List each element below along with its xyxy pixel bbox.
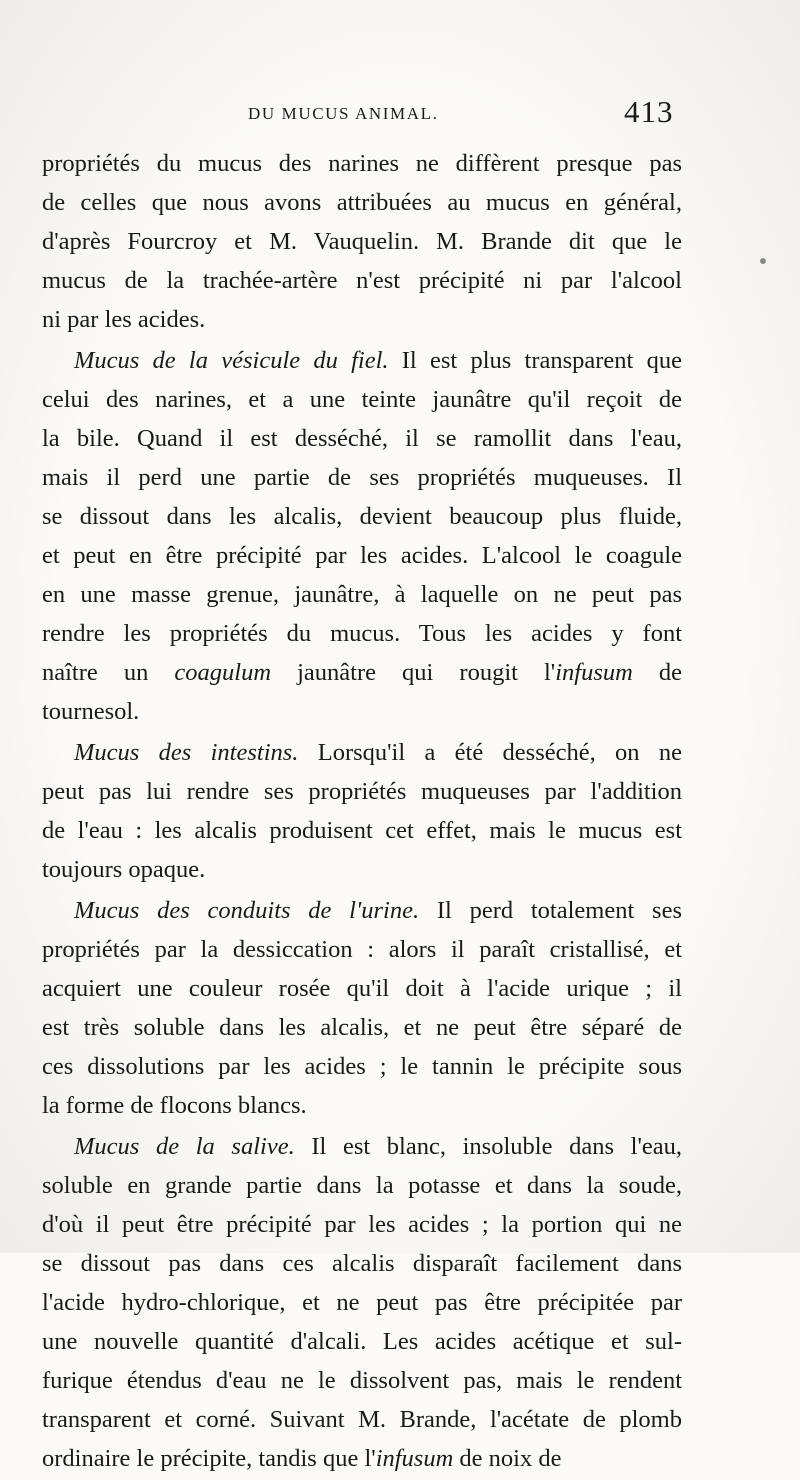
running-title: DU MUCUS ANIMAL. bbox=[248, 104, 439, 123]
text-line bbox=[42, 1127, 682, 1166]
text-run: transparent et corné. Suivant M. Brande, l'acétate de plomb bbox=[42, 1406, 682, 1433]
text-line bbox=[42, 300, 682, 339]
text-run: toujours opaque. bbox=[42, 856, 206, 883]
text-line bbox=[42, 772, 682, 811]
text-run: celui des narines, et a une teinte jaunâtre qu'il reçoit de bbox=[42, 386, 682, 413]
text-line bbox=[42, 1244, 682, 1283]
text-run: une nouvelle quantité d'alcali. Les acides acétique et sul- bbox=[42, 1328, 682, 1355]
text-line bbox=[42, 536, 682, 575]
italic-run: infusum bbox=[555, 659, 633, 686]
text-run: tournesol. bbox=[42, 698, 140, 725]
text-run: Lorsqu'il a été desséché, on ne bbox=[298, 739, 682, 766]
page-header bbox=[0, 96, 800, 136]
body-text bbox=[42, 144, 682, 1480]
text-run: mais il perd une partie de ses propriétés muqueuses. Il bbox=[42, 464, 682, 491]
text-line bbox=[42, 144, 682, 183]
paragraph bbox=[42, 733, 682, 889]
text-line bbox=[42, 183, 682, 222]
text-run: peut pas lui rendre ses propriétés muqueuses par l'addition bbox=[42, 778, 682, 805]
text-run: la bile. Quand il est desséché, il se ramollit dans l'eau, bbox=[42, 425, 682, 452]
text-line bbox=[42, 1166, 682, 1205]
text-line bbox=[42, 969, 682, 1008]
text-run: Il est plus transparent que bbox=[388, 347, 682, 374]
text-run: se dissout dans les alcalis, devient beaucoup plus fluide, bbox=[42, 503, 682, 530]
paragraph bbox=[42, 341, 682, 731]
text-line bbox=[42, 497, 682, 536]
text-run: ordinaire le précipite, tandis que l' bbox=[42, 1445, 376, 1472]
text-line bbox=[42, 575, 682, 614]
text-run: mucus de la trachée-artère n'est précipité ni par l'alcool bbox=[42, 267, 682, 294]
text-run: de l'eau : les alcalis produisent cet effet, mais le mucus est bbox=[42, 817, 682, 844]
text-line bbox=[42, 1322, 682, 1361]
text-run: Il est blanc, insoluble dans l'eau, bbox=[294, 1133, 682, 1160]
italic-run: infusum bbox=[375, 1445, 454, 1472]
text-line bbox=[42, 341, 682, 380]
italic-run: Mucus de la vésicule du fiel. bbox=[74, 347, 389, 374]
text-run: de celles que nous avons attribuées au mucus en général, bbox=[42, 189, 682, 216]
text-run: est très soluble dans les alcalis, et ne peut être séparé de bbox=[42, 1014, 682, 1041]
text-run: l'acide hydro-chlorique, et ne peut pas être précipitée par bbox=[42, 1289, 682, 1316]
text-line bbox=[42, 653, 682, 692]
text-run: soluble en grande partie dans la potasse et dans la soude, bbox=[42, 1172, 682, 1199]
ink-speck bbox=[760, 258, 766, 264]
text-run: d'après Fourcroy et M. Vauquelin. M. Brande dit que le bbox=[42, 228, 682, 255]
paragraph bbox=[42, 1127, 682, 1478]
text-line bbox=[42, 930, 682, 969]
text-line bbox=[42, 1205, 682, 1244]
text-run: naître un bbox=[42, 659, 175, 686]
text-run: ni par les acides. bbox=[42, 306, 206, 333]
text-run: jaunâtre qui rougit l' bbox=[271, 659, 556, 686]
text-line bbox=[42, 261, 682, 300]
text-run: se dissout pas dans ces alcalis disparaît facilement dans bbox=[42, 1250, 682, 1277]
text-line bbox=[42, 419, 682, 458]
text-line bbox=[42, 850, 682, 889]
text-run: rendre les propriétés du mucus. Tous les acides y font bbox=[42, 620, 682, 647]
italic-run: Mucus des conduits de l'urine. bbox=[74, 897, 420, 924]
text-run: Il perd totalement ses bbox=[419, 897, 682, 924]
text-line bbox=[42, 380, 682, 419]
italic-run: coagulum bbox=[174, 659, 272, 686]
text-line bbox=[42, 811, 682, 850]
text-line bbox=[42, 1439, 682, 1478]
text-line bbox=[42, 458, 682, 497]
text-run: acquiert une couleur rosée qu'il doit à l'acide urique ; il bbox=[42, 975, 682, 1002]
text-run: propriétés du mucus des narines ne diffèrent presque pas bbox=[42, 150, 682, 177]
text-run: la forme de flocons blancs. bbox=[42, 1092, 307, 1119]
page-number: 413 bbox=[624, 94, 674, 129]
italic-run: Mucus des intestins. bbox=[74, 739, 299, 766]
paragraph bbox=[42, 144, 682, 339]
text-line bbox=[42, 692, 682, 731]
text-line bbox=[42, 733, 682, 772]
text-line bbox=[42, 614, 682, 653]
text-line bbox=[42, 222, 682, 261]
text-run: propriétés par la dessiccation : alors il paraît cristallisé, et bbox=[42, 936, 682, 963]
text-run: de noix de bbox=[453, 1445, 562, 1472]
text-line bbox=[42, 1361, 682, 1400]
text-line bbox=[42, 1086, 682, 1125]
text-run: de bbox=[632, 659, 682, 686]
text-line bbox=[42, 891, 682, 930]
text-run: d'où il peut être précipité par les acides ; la portion qui ne bbox=[42, 1211, 682, 1238]
text-run: furique étendus d'eau ne le dissolvent pas, mais le rendent bbox=[42, 1367, 682, 1394]
text-run: en une masse grenue, jaunâtre, à laquelle on ne peut pas bbox=[42, 581, 682, 608]
text-line bbox=[42, 1047, 682, 1086]
text-run: ces dissolutions par les acides ; le tannin le précipite sous bbox=[42, 1053, 682, 1080]
text-line bbox=[42, 1008, 682, 1047]
italic-run: Mucus de la salive. bbox=[74, 1133, 295, 1160]
paragraph bbox=[42, 891, 682, 1125]
text-line bbox=[42, 1400, 682, 1439]
text-run: et peut en être précipité par les acides. L'alcool le coagule bbox=[42, 542, 682, 569]
text-line bbox=[42, 1283, 682, 1322]
